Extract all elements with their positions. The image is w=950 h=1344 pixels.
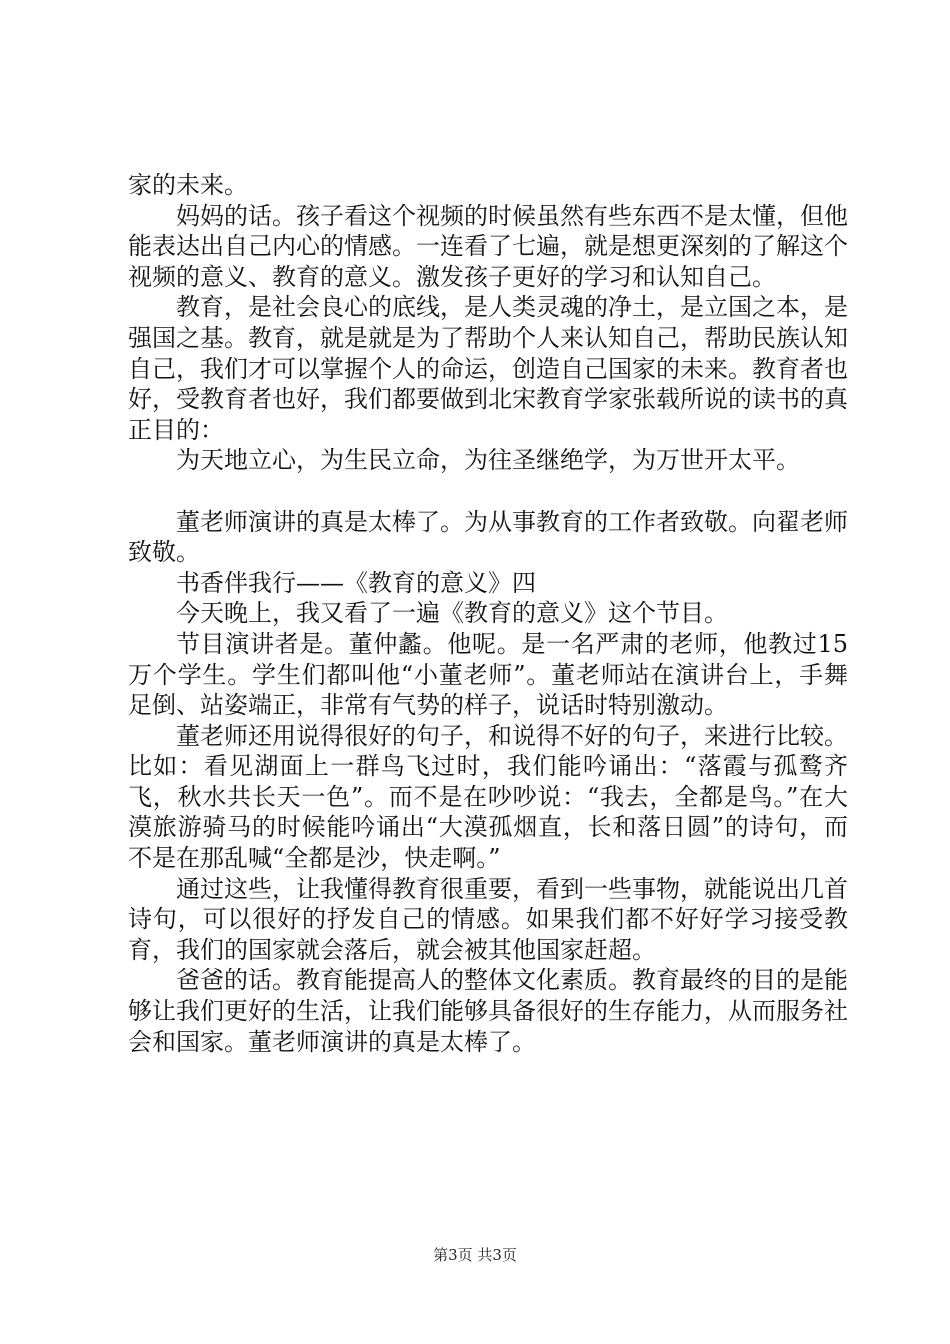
document-body xyxy=(128,170,848,1057)
paragraph-continuation: 家的未来。 xyxy=(128,171,248,199)
page-number-footer: 第3页 共3页 xyxy=(433,1246,517,1264)
paragraph-mothers-words: 妈妈的话。孩子看这个视频的时候虽然有些东西不是太懂，但他能表达出自己内心的情感。一连看了七遍，就是想更深刻的了解这个视频的意义、教育的意义。激发孩子更好的学习和认知自己。 xyxy=(128,201,848,291)
paragraph-tribute: 董老师演讲的真是太棒了。为从事教育的工作者致敬。向翟老师致敬。 xyxy=(128,507,848,567)
paragraph-tonight: 今天晚上，我又看了一遍《教育的意义》这个节目。 xyxy=(176,599,728,628)
paragraph-speaker: 节目演讲者是。董仲蠡。他呢。是一名严肃的老师，他教过15万个学生。学生们都叫他“小董老师”。董老师站在演讲台上，手舞足倒、站姿端正，非常有气势的样子，说话时特别激动。 xyxy=(128,629,848,720)
blank-line xyxy=(128,476,848,507)
paragraph-education-meaning: 教育，是社会良心的底线，是人类灵魂的净土，是立国之本，是强国之基。教育，就是就是为了帮助个人来认知自己，帮助民族认知自己，我们才可以掌握个人的命运，创造自己国家的未来。教育者也好，受教育者也好，我们都要做到北宋教育学家张载所说的读书的真正目的： xyxy=(128,293,848,444)
paragraph-comparison: 董老师还用说得很好的句子，和说得不好的句子，来进行比较。比如：看见湖面上一群鸟飞过时，我们能吟诵出：“落霞与孤鹜齐飞，秋水共长天一色”。而不是在吵吵说：“我去，全都是鸟。”在大漠旅游骑马的时候能吟诵出“大漠孤烟直，长和落日圆”的诗句，而不是在那乱喊“全都是沙，快走啊。” xyxy=(128,721,848,873)
paragraph-lesson: 通过这些，让我懂得教育很重要，看到一些事物，就能说出几首诗句，可以很好的抒发自己的情感。如果我们都不好好学习接受教育，我们的国家就会落后，就会被其他国家赶超。 xyxy=(128,874,848,964)
paragraph-fathers-words: 爸爸的话。教育能提高人的整体文化素质。教育最终的目的是能够让我们更好的生活，让我们能够具备很好的生存能力，从而服务社会和国家。董老师演讲的真是太棒了。 xyxy=(128,966,848,1056)
section-heading: 书香伴我行——《教育的意义》四 xyxy=(176,568,536,597)
paragraph-zhang-zai-quote: 为天地立心，为生民立命，为往圣继绝学，为万世开太平。 xyxy=(176,446,800,475)
